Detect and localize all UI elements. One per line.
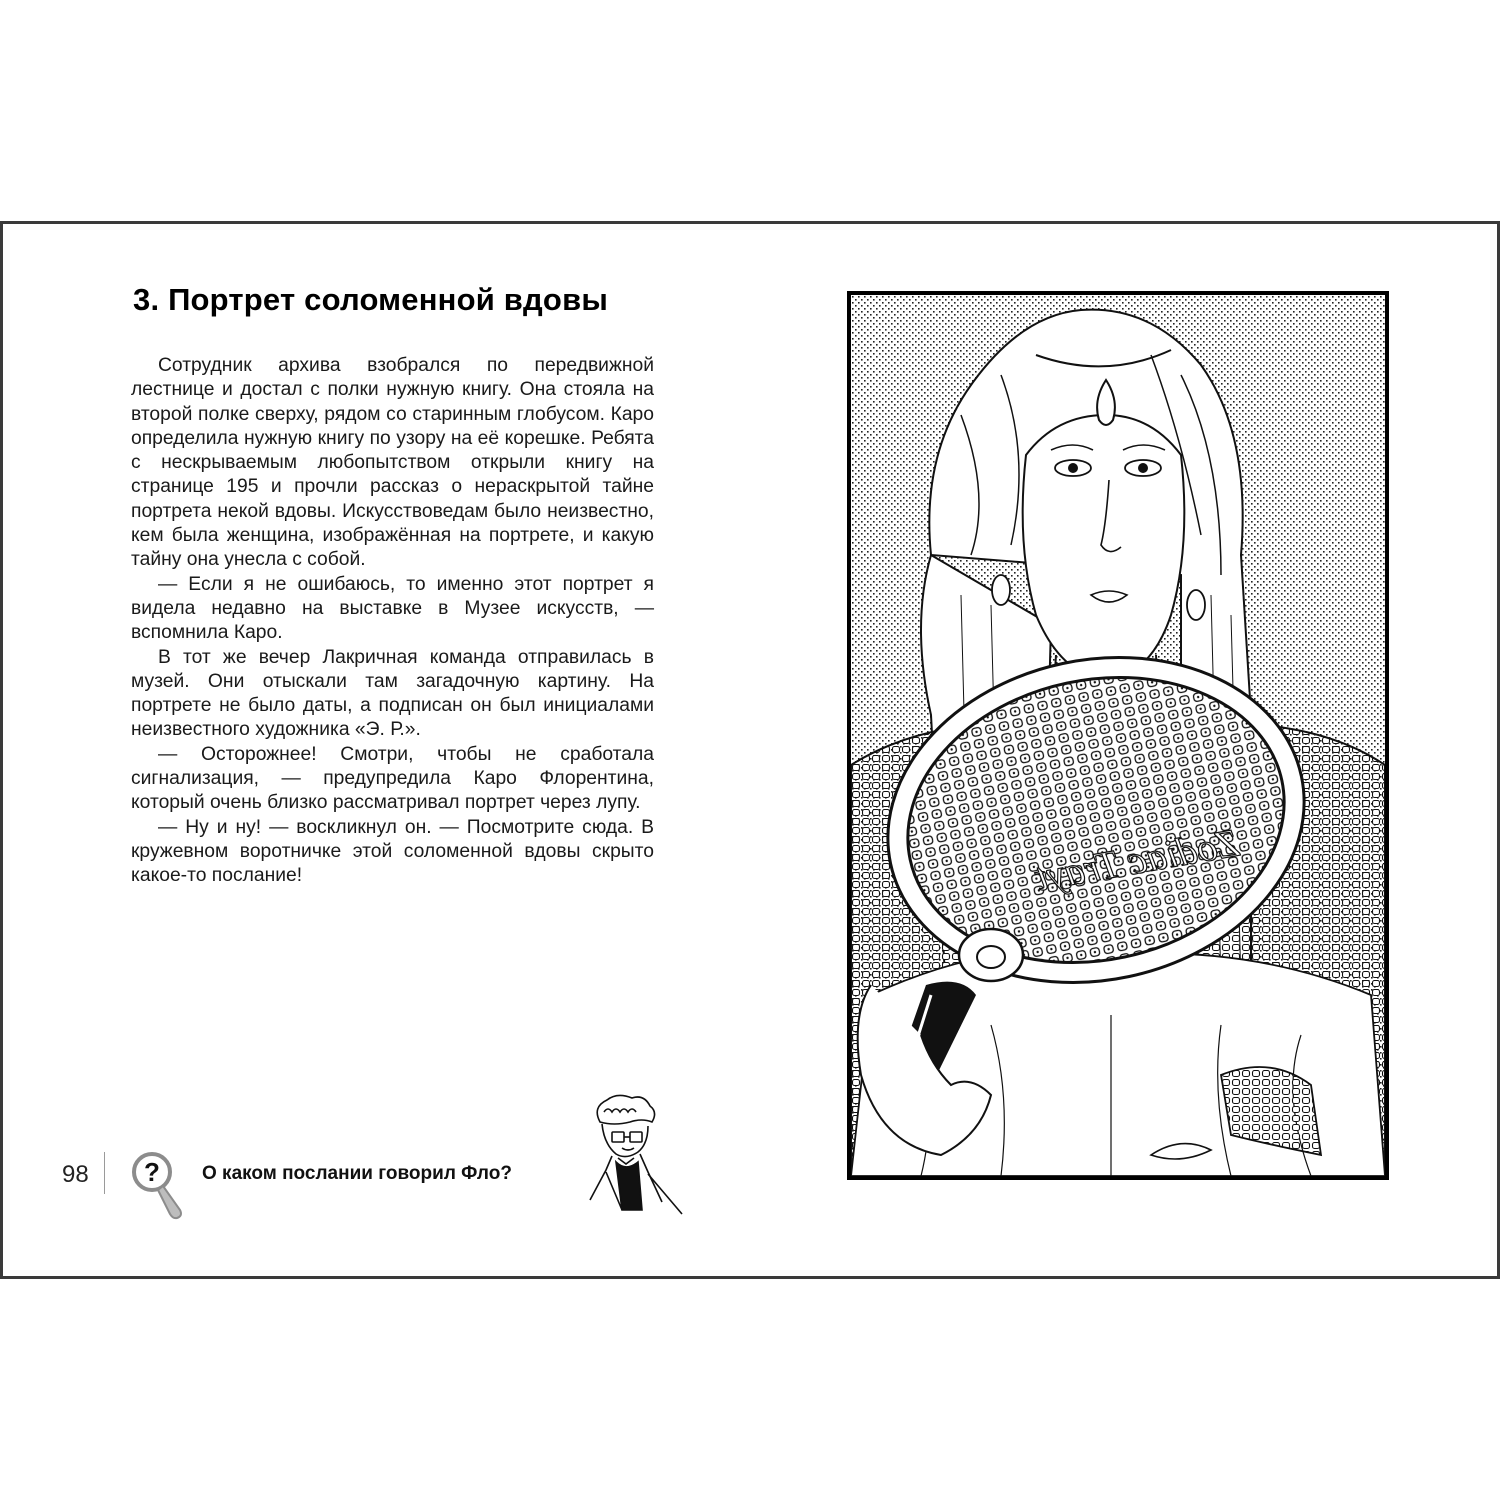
flo-character-illustration: [582, 1092, 686, 1216]
paragraph: Сотрудник архива взобрался по передвижной лестнице и достал с полки нужную книгу. Она стояла на второй полке сверху, рядом со старинным глобусом. Каро определила нужную книгу по узору на её корешке. Ребята с нескрываемым любопытством открыли книгу на странице 195 и прочли рассказ о нераскрытой тайне портрета некой вдовы. Искусствоведам было неизвестно, кем была женщина, изображённая на портрете, и какую тайну она унесла с собой.: [131, 355, 654, 571]
paragraph: — Ну и ну! — воскликнул он. — Посмотрите сюда. В кружевном воротничке этой соломенной вдовы скрыто какое-то послание!: [131, 816, 654, 887]
paragraph: — Если я не ошибаюсь, то именно этот портрет я видела недавно на выставке в Музее искусств, — вспомнила Каро.: [131, 573, 654, 644]
question-prompt: О каком послании говорил Фло?: [202, 1163, 512, 1184]
paragraph: В тот же вечер Лакричная команда отправилась в музей. Они отыскали там загадочную картину. На портрете не было даты, а подписан он был инициалами неизвестного художника «Э. Р.».: [131, 646, 654, 741]
story-text: [131, 354, 654, 889]
paragraph: — Осторожнее! Смотри, чтобы не сработала сигнализация, — предупредила Каро Флорентина, который очень близко рассматривал портрет через лупу.: [131, 743, 654, 814]
svg-text:?: ?: [144, 1157, 160, 1187]
page-divider: [104, 1152, 105, 1194]
portrait-illustration: [847, 291, 1389, 1180]
magnifier-question-icon: [130, 1150, 192, 1222]
chapter-title: 3. Портрет соломенной вдовы: [133, 282, 609, 317]
svg-text:Zodiac Trayt: Zodiac Trayt: [1032, 819, 1243, 900]
page-number: 98: [62, 1161, 89, 1188]
